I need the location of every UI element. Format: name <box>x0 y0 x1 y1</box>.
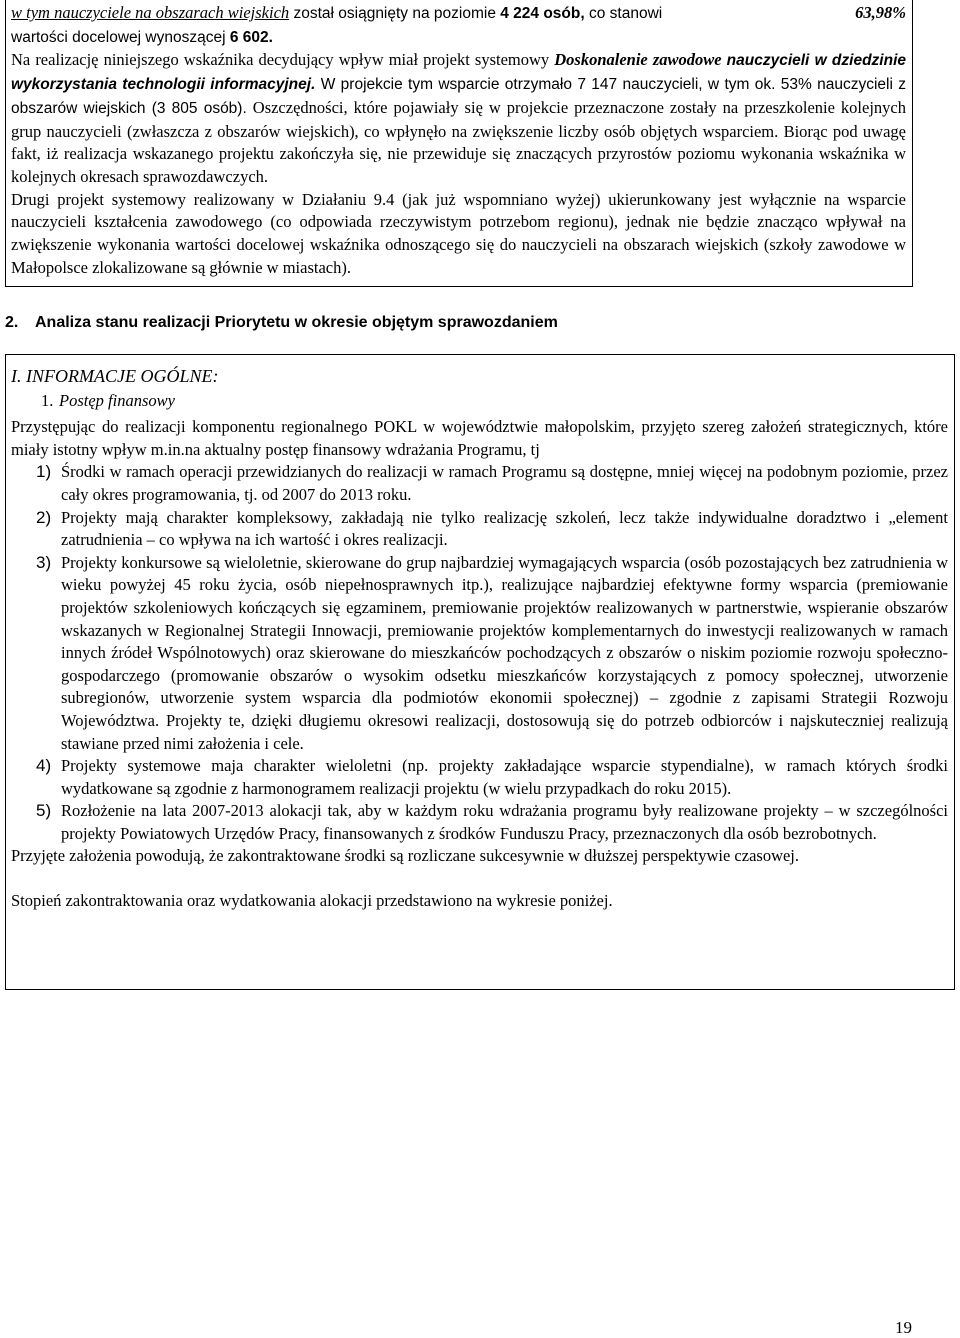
list-item-text: Projekty konkursowe są wieloletnie, skierowane do grup najbardziej wymagających wsparcia (osób pozostających bez zatrudnienia w wieku powyżej 45 roku życia, osób niepełnosprawnych itp.), realizujące najbardziej efektywne formy wsparcia (premiowanie projektów szkoleniowych kończących się egzaminem, premiowanie projektów realizowanych w partnerstwie, wspieranie obszarów wskazanych w Regionalnej Strategii Innowacji, premiowanie projektów komplementarnych do inwestycji realizowanych w ramach innych źródeł Wspólnotowych) oraz skierowane do mieszkańców pochodzących z obszarów o niskim poziomie rozwoju społeczno-gospodarczego (promowanie obszarów o wysokim odsetku mieszkańców korzystających z pomocy społecznej, utworzenie subregionów, utworzenie system wsparcia dla podmiotów ekonomii społecznej) – zgodnie z zapisami Strategii Rozwoju Województwa. Projekty te, dzięki długiemu okresowi realizacji, dostosowują się do potrzeb odbiorców i najskuteczniej realizują stawiane przed nimi założenia i cele. <box>61 552 948 753</box>
section-title: I. INFORMACJE OGÓLNE: <box>11 366 219 386</box>
subsection-title <box>41 390 948 413</box>
text-span: Biorąc pod uwagę fakt, iż realizacja wskazanego projektu zakończyła się, nie przewiduje się znaczących przyrostów poziomu wykonania wskaźnika w kolejnych okresach sprawozdawczych. <box>11 121 906 186</box>
text-span: Oszczędności, które pojawiały się w projekcie przeznaczone zostały na przeszkolenie kolejnych grup nauczycieli (zwłaszcza z obszarów wiejskich), co wpłynęło na zwiększenie liczby osób objętych wsparciem. <box>11 97 906 141</box>
project-title: Doskonalenie zawodowe <box>554 50 722 70</box>
list-marker: 5) <box>36 801 52 821</box>
project-title-cont: nauczycieli w dziedzinie wykorzystania technologii informacyjnej. <box>11 52 906 94</box>
indicator-name: w tym nauczyciele na obszarach wiejskich <box>11 3 290 22</box>
subsection-text: Postęp finansowy <box>59 390 175 410</box>
paragraph-second-project: Drugi projekt systemowy realizowany w Działaniu 9.4 (jak już wspomniano wyżej) ukierunkowany jest wyłącznie na wsparcie nauczycieli kształcenia zawodowego (co odpowiada rzeczywistym potrzebom regionu), jednak nie będzie znacząco wpływał na zwiększenie wykonania wartości docelowej wskaźnika odnoszącego się do nauczycieli na obszarach wiejskich (szkoły zawodowe w Małopolsce zlokalizowane są głównie w miastach). <box>11 189 906 277</box>
paragraph-indicator-result <box>11 2 906 49</box>
assumptions-list <box>11 461 948 845</box>
heading-number: 2. <box>5 314 19 331</box>
text-span: W projekcie tym wsparcie otrzymało 7 147 nauczycieli, w tym ok. 53% nauczycieli z obszarów wiejskich (3 805 osób). <box>11 76 906 117</box>
list-item-text: Projekty mają charakter kompleksowy, zakładają nie tylko realizację szkoleń, lecz także indywidualne doradztwo i „element zatrudnienia – co wpływa na ich wartość i okres realizacji. <box>61 507 948 550</box>
list-marker: 1) <box>36 462 52 482</box>
text-span: został osiągnięty na poziomie <box>289 5 501 22</box>
intro-paragraph: Przystępując do realizacji komponentu regionalnego POKL w województwie małopolskim, przyjęto szereg założeń strategicznych, które miały istotny wpływ m.in.na aktualny postęp finansowy wdrażania Programu, tj <box>11 417 948 459</box>
chart-reference-paragraph: Stopień zakontraktowania oraz wydatkowania alokacji przedstawiono na wykresie poniżej. <box>11 891 613 911</box>
percentage-value: 63,98% <box>855 3 906 22</box>
text-span: Na realizację niniejszego wskaźnika decydujący wpływ miał projekt systemowy <box>11 50 555 70</box>
target-value: 6 602. <box>229 28 273 46</box>
list-marker: 4) <box>36 756 52 776</box>
text-span: co stanowi <box>584 5 663 22</box>
closing-paragraph: Przyjęte założenia powodują, że zakontraktowane środki są rozliczane sukcesywnie w dłuższej perspektywie czasowej. <box>11 846 800 866</box>
general-info-box <box>5 354 955 990</box>
value-achieved: 4 224 osób, <box>500 5 585 22</box>
heading-text: Analiza stanu realizacji Priorytetu w okresie objętym sprawozdaniem <box>35 314 558 331</box>
list-marker: 2) <box>36 507 52 527</box>
page-number: 19 <box>895 1318 912 1337</box>
paragraph-project-influence <box>11 49 906 188</box>
list-marker: 3) <box>36 552 52 572</box>
text-span: wartości docelowej wynoszącej <box>11 28 230 46</box>
subsection-number: 1. <box>41 390 54 410</box>
list-item <box>11 461 948 506</box>
list-item-text: Środki w ramach operacji przewidzianych do realizacji w ramach Programu są dostępne, mniej więcej na podobnym poziomie, przez cały okres programowania, tj. od 2007 do 2013 roku. <box>61 462 948 504</box>
section-heading <box>5 314 945 332</box>
list-item <box>11 552 948 755</box>
list-item <box>11 800 948 845</box>
list-item <box>11 755 948 800</box>
list-item <box>11 507 948 552</box>
list-item-text: Rozłożenie na lata 2007-2013 alokacji tak, aby w każdym roku wdrażania programu były realizowane projekty – w szczególności projekty Powiatowych Urzędów Pracy, finansowanych z środków Funduszu Pracy, przeznaczonych dla osób bezrobotnych. <box>61 801 948 843</box>
continuation-text-box <box>5 0 913 287</box>
list-item-text: Projekty systemowe maja charakter wieloletni (np. projekty zakładające wsparcie stypendialne), w ramach których środki wydatkowane są zgodnie z harmonogramem realizacji projektu (w wielu przypadkach do roku 2015). <box>61 756 948 798</box>
